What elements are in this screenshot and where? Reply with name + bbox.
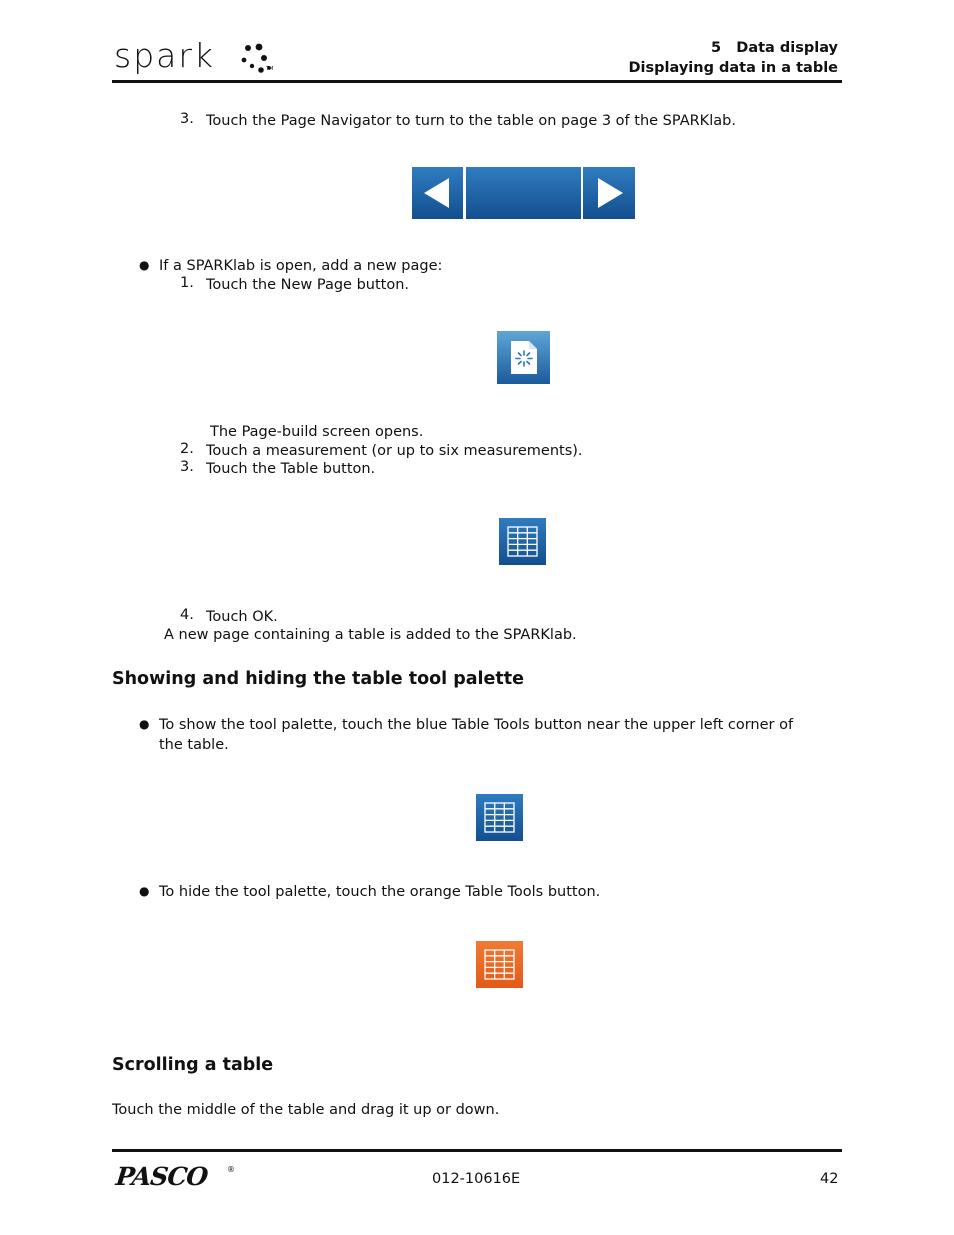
section-heading: Showing and hiding the table tool palette <box>112 669 525 689</box>
new-page-button[interactable] <box>497 331 550 384</box>
step-number: 4. <box>180 607 194 623</box>
pasco-logo <box>116 1163 236 1193</box>
registered-mark: ® <box>227 1165 235 1174</box>
spark-tm: TM <box>266 66 274 72</box>
table-grid-icon <box>499 518 546 565</box>
bullet-icon: ● <box>139 717 150 731</box>
step-number: 1. <box>180 275 194 291</box>
step-number: 2. <box>180 441 194 457</box>
bullet-text: To hide the tool palette, touch the orange Table Tools button. <box>159 884 601 900</box>
new-page-icon <box>497 331 550 384</box>
page-navigator[interactable] <box>412 167 635 219</box>
header-rule <box>112 80 842 83</box>
chapter-title: 5 Data display <box>711 40 838 56</box>
step-text: Touch the Table button. <box>206 461 376 477</box>
table-grid-icon <box>476 794 523 841</box>
table-tools-button-blue[interactable] <box>476 794 523 841</box>
section-heading: Scrolling a table <box>112 1055 274 1075</box>
step-number: 3. <box>180 111 194 127</box>
section-title: Displaying data in a table <box>628 60 838 76</box>
pasco-logo-text: PASCO <box>114 1162 209 1191</box>
step-text: Touch a measurement (or up to six measurements). <box>206 443 583 459</box>
table-button[interactable] <box>499 518 546 565</box>
step-number: 3. <box>180 459 194 475</box>
spark-logo <box>114 36 284 76</box>
page-indicator[interactable] <box>466 167 581 219</box>
table-tools-button-orange[interactable] <box>476 941 523 988</box>
step-text: Touch the New Page button. <box>206 277 410 293</box>
left-arrow-icon <box>412 167 463 219</box>
result-text: A new page containing a table is added to the SPARKlab. <box>164 627 577 643</box>
next-page-button[interactable] <box>583 167 635 219</box>
spark-logo-text: spark <box>114 36 216 75</box>
step-text: Touch the Page Navigator to turn to the table on page 3 of the SPARKlab. <box>206 113 736 129</box>
page-number: 42 <box>820 1171 839 1187</box>
footer-rule <box>112 1149 842 1152</box>
bullet-text: If a SPARKlab is open, add a new page: <box>159 258 443 274</box>
right-arrow-icon <box>583 167 635 219</box>
paragraph-text: Touch the middle of the table and drag it up or down. <box>112 1102 500 1118</box>
document-number: 012-10616E <box>432 1171 521 1187</box>
step-text: Touch OK. <box>206 609 278 625</box>
bullet-icon: ● <box>139 884 150 898</box>
bullet-text: To show the tool palette, touch the blue Table Tools button near the upper left corner of <box>159 717 794 733</box>
table-grid-icon <box>476 941 523 988</box>
info-text: The Page-build screen opens. <box>210 424 424 440</box>
bullet-icon: ● <box>139 258 150 272</box>
prev-page-button[interactable] <box>412 167 463 219</box>
bullet-text-continued: the table. <box>159 737 229 753</box>
